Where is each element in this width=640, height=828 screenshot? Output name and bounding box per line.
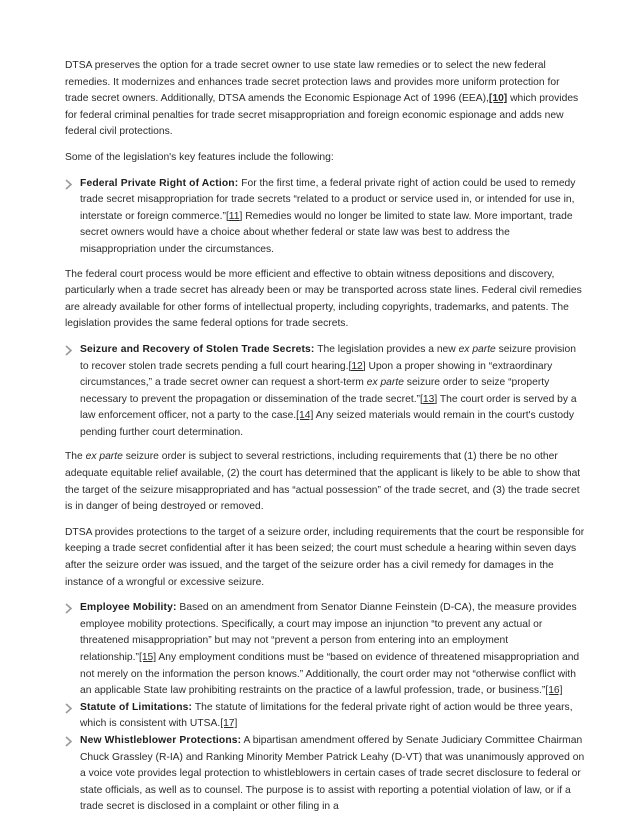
list-item-seizure (65, 342, 585, 442)
list-item-whistleblower (65, 733, 585, 816)
para-emphasis: ex parte (85, 451, 123, 463)
item-text: Any employment conditions must be “based on evidence of threatened misappropriation and not merely on the information the person knows.” Additionally, the court order may not “otherwise conflict with an applicable State law prohibiting restraints on the practice of a lawful profession, trade, or business.” (80, 652, 580, 697)
para-text: seizure order is subject to several restrictions, including requirements that (1) there be no other adequate equitable relief available, (2) the court has determined that the applicant is likely to be able to show that the target of the seizure misappropriated and has “actual possession” of the trade secret, and (3) the trade secret is in danger of being destroyed or removed. (65, 451, 581, 513)
feature-list-1 (65, 176, 585, 259)
document-page (65, 58, 585, 824)
chevron-right-icon (64, 700, 74, 716)
item-text: The court order is served by a law enforcement officer, not a party to the case. (80, 393, 577, 422)
footnote-link-16[interactable]: [16] (545, 685, 563, 697)
intro-paragraph (65, 58, 585, 141)
chevron-right-icon (64, 176, 74, 192)
item-text-cont: Remedies would no longer be limited to state law. More important, trade secret owners would have a choice about whether federal or state law was best to address the misappropriation under the circumstances. (80, 210, 573, 255)
item-emphasis: ex parte (458, 343, 496, 355)
para-text: The (65, 451, 86, 463)
footnote-link-11[interactable]: [11] (225, 210, 243, 222)
item-text: Any seized materials would remain in the court's custody pending further court determination. (80, 410, 575, 438)
list-item-statute (65, 700, 585, 733)
protections-paragraph: DTSA provides protections to the target of a seizure order, including requirements that the court be responsible for keeping a trade secret confidential after it has been seized; the court must schedule a hearing within seven days after the seizure order was issued, and the target of the seizure order has a civil remedy for damages in the instance of a wrongful or excessive seizure. (65, 526, 585, 588)
item-text: A bipartisan amendment offered by Senate Judiciary Committee Chairman Chuck Grassley (R-IA) and Ranking Minority Member Patrick Leahy (D-VT) that was unanimously approved on a voice vote provides legal protection to whistleblowers in certain cases of trade secret disclosure to federal or state officials, as well as to counsel. The purpose is to assist with reporting a potential violation of law, or if a trade secret is disclosed in a complaint or other filing in a (80, 734, 585, 813)
ex-parte-paragraph (65, 449, 585, 515)
intro-text: DTSA preserves the option for a trade secret owner to use state law remedies or to select the new federal remedies. It modernizes and enhances trade secret protection laws and provides more uniform protection for trade secret owners. Additionally, DTSA amends the Economic Espionage Act of 1996 (EEA), (65, 60, 560, 105)
feature-list-2 (65, 342, 585, 442)
item-text: For the first time, a federal private right of action could be used to remedy trade secret misappropriation for trade secrets “related to a product or service used in, or intended for use in, interstate or foreign commerce.” (80, 177, 576, 222)
federal-court-paragraph: The federal court process would be more efficient and effective to obtain witness depositions and discovery, particularly when a trade secret has already been or may be transported across state lines. Federal civil remedies are already available for other forms of intellectual property, including copyrights, trademarks, and patents. The legislation provides the same federal options for trade secrets. (65, 268, 582, 330)
list-item-federal-right (65, 176, 585, 259)
item-text: Based on an amendment from Senator Dianne Feinstein (D-CA), the measure provides employee mobility protections. Specifically, a court may impose an injunction “to prevent any actual or threatened misappropriation” but may not “prevent a person from entering into an employment relationship.” (80, 602, 577, 663)
intro-text-cont: which provides for federal criminal penalties for trade secret misappropriation and foreign economic espionage and adds new federal civil protections. (65, 93, 579, 138)
item-text: seizure provision to recover stolen trade secrets pending a full court hearing. (80, 343, 576, 372)
footnote-link-17[interactable]: [17] (220, 718, 238, 730)
footnote-link-14[interactable]: [14] (296, 410, 314, 422)
item-term: Statute of Limitations: (80, 701, 193, 713)
item-emphasis: ex parte (366, 377, 404, 389)
footnote-link-10[interactable]: [10] (488, 93, 508, 105)
item-term: Federal Private Right of Action: (80, 177, 239, 189)
footnote-link-13[interactable]: [13] (420, 393, 438, 405)
footnote-link-12[interactable]: [12] (348, 360, 366, 372)
list-item-employee-mobility (65, 600, 585, 700)
item-term: New Whistleblower Protections: (80, 734, 242, 746)
chevron-right-icon (64, 733, 74, 749)
footnote-link-15[interactable]: [15] (138, 652, 157, 663)
feature-list-3 (65, 600, 585, 816)
item-term: Seizure and Recovery of Stolen Trade Secrets: (80, 343, 315, 355)
chevron-right-icon (64, 600, 74, 616)
item-text: seizure order to seize “property necessary to prevent the propagation or dissemination of the trade secret.” (80, 377, 550, 405)
chevron-right-icon (64, 342, 74, 358)
item-text: The statute of limitations for the federal private right of action would be three years, which is consistent with UTSA. (80, 701, 573, 730)
item-text: Upon a proper showing in “extraordinary circumstances,” a trade secret owner can request a short-term (80, 360, 553, 389)
item-term: Employee Mobility: (80, 602, 177, 614)
key-features-intro: Some of the legislation's key features include the following: (65, 151, 334, 163)
item-text: The legislation provides a new (314, 343, 459, 355)
